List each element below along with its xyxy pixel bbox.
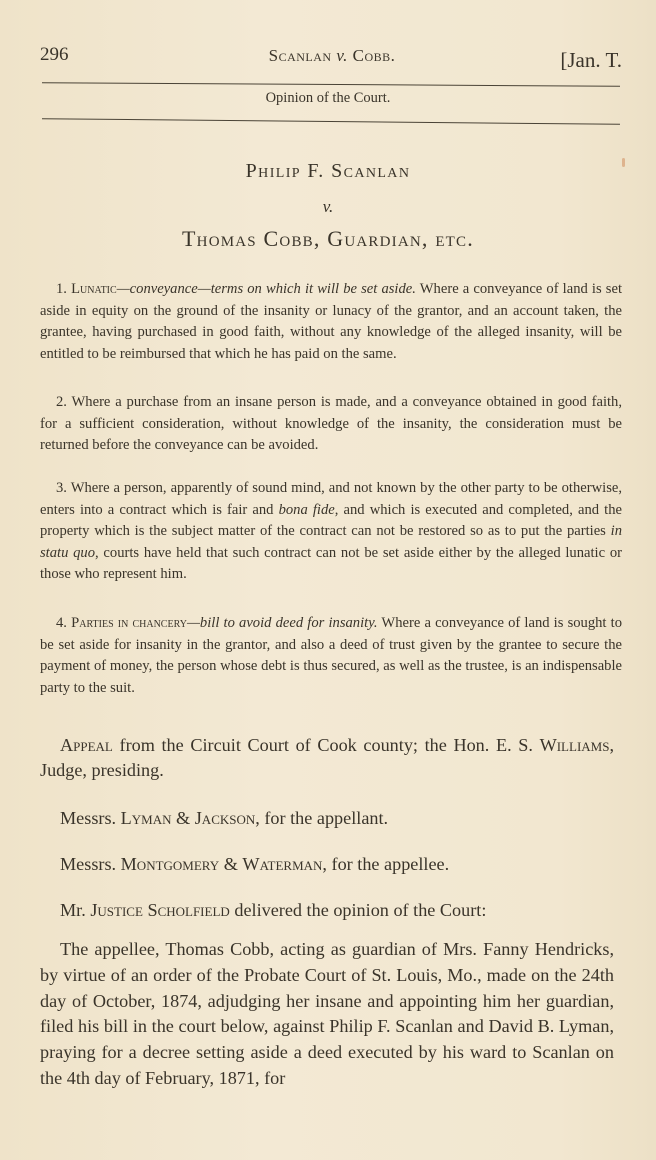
appeal-text: from the Circuit Court of Cook county; the Hon. E. S. [112, 735, 540, 755]
counsel-appellee [40, 852, 614, 877]
running-title [40, 46, 624, 66]
headnote-number: 4. [56, 615, 67, 631]
opinion-body: The appellee, Thomas Cobb, acting as guardian of Mrs. Fanny Hendricks, by virtue of an order of the Probate Court of St. Louis, Mo., made on the 24th day of October, 1874, adjudging her insane and appointing him her guardian, filed his bill in the court below, against Philip F. Scanlan and David B. Lyman, praying for a decree setting aside a deed executed by his ward to Scanlan on the 4th day of February, 1871, for [40, 939, 614, 1088]
headnote-topic: Parties in chancery [71, 615, 187, 631]
headnote-subtopic: —bill to avoid deed for insanity. [186, 615, 378, 631]
appeal-lead: Appeal [60, 735, 113, 755]
section-label: Opinion of the Court. [265, 90, 391, 106]
appeal-statement [40, 733, 614, 783]
counsel-name: Waterman [242, 854, 323, 874]
header-rule-bottom [42, 118, 620, 125]
header-rule-top [42, 82, 620, 87]
headnote-1 [40, 279, 622, 365]
headnote-text: Where a conveyance of land is set aside in equity on the ground of the insanity or lunacy of the grantor, and an account taken, the grantee, having purchased in good faith, without any knowledge of the alleged insanity, will be entitled to be reimbursed that which he has paid on the same. [40, 281, 623, 362]
headnote-2 [40, 392, 622, 457]
counsel-ampersand: & [219, 854, 243, 874]
headnote-text: Where a purchase from an insane person is made, and a conveyance obtained in good faith, for a sufficient consideration, without knowledge of the insanity, the consideration must be returned before the conveyance can be avoided. [40, 394, 622, 454]
headnote-text: Where a person, apparently of sound mind, and not known by the other party to be otherwise, enters into a contract which is fair and [40, 480, 623, 518]
justice-statement [40, 898, 614, 923]
headnote-latin-term: in statu quo [40, 523, 622, 561]
headnote-number: 1. [56, 281, 67, 297]
headnote-subtopic: —conveyance—terms on which it will be set aside. [116, 281, 416, 297]
counsel-name: Jackson [194, 808, 256, 828]
caption-plaintiff: Philip F. Scanlan [245, 160, 411, 182]
term-label: [Jan. T. [560, 48, 622, 72]
counsel-prefix: Messrs. [60, 854, 121, 874]
counsel-role: , for the appellee. [322, 854, 450, 874]
judge-name: Williams [539, 735, 610, 755]
counsel-name: Montgomery [120, 854, 220, 874]
headnote-number: 3. [56, 480, 67, 496]
justice-prefix: Mr. [60, 900, 91, 920]
counsel-ampersand: & [171, 808, 195, 828]
appeal-text: , Judge, presiding. [40, 735, 614, 780]
running-head [40, 44, 624, 74]
caption-versus: v. [322, 197, 334, 216]
headnote-3 [40, 478, 622, 586]
justice-name: Justice Scholfield [90, 900, 230, 920]
justice-text: delivered the opinion of the Court: [229, 900, 487, 920]
headnote-text: , courts have held that such contract can not be set aside either by the alleged lunatic or those who represent him. [40, 544, 622, 583]
caption-defendant: Thomas Cobb, Guardian, etc. [182, 226, 474, 251]
headnote-text: , and which is executed and completed, and the property which is the subject matter of the contract can not be restored so as to put the parties [40, 501, 622, 540]
headnote-latin-term: bona fide [278, 501, 335, 518]
headnote-4 [40, 613, 622, 699]
page-number: 296 [40, 44, 69, 65]
headnote-topic: Lunatic [71, 281, 117, 297]
running-title-versus: v. [336, 46, 348, 65]
counsel-appellant [40, 806, 614, 831]
counsel-prefix: Messrs. [60, 808, 121, 828]
counsel-role: , for the appellant. [255, 808, 389, 828]
running-title-party-2: Cobb. [352, 46, 396, 65]
running-title-party-1: Scanlan [268, 46, 332, 65]
counsel-name: Lyman [120, 808, 172, 828]
headnote-number: 2. [56, 394, 67, 410]
headnote-text: Where a conveyance of land is sought to be set aside for insanity in the grantor, and also a deed of trust given by the grantee to secure the payment of money, the person whose debt is thus secured, as well as the trustee, is an indispensable party to the suit. [40, 615, 622, 696]
